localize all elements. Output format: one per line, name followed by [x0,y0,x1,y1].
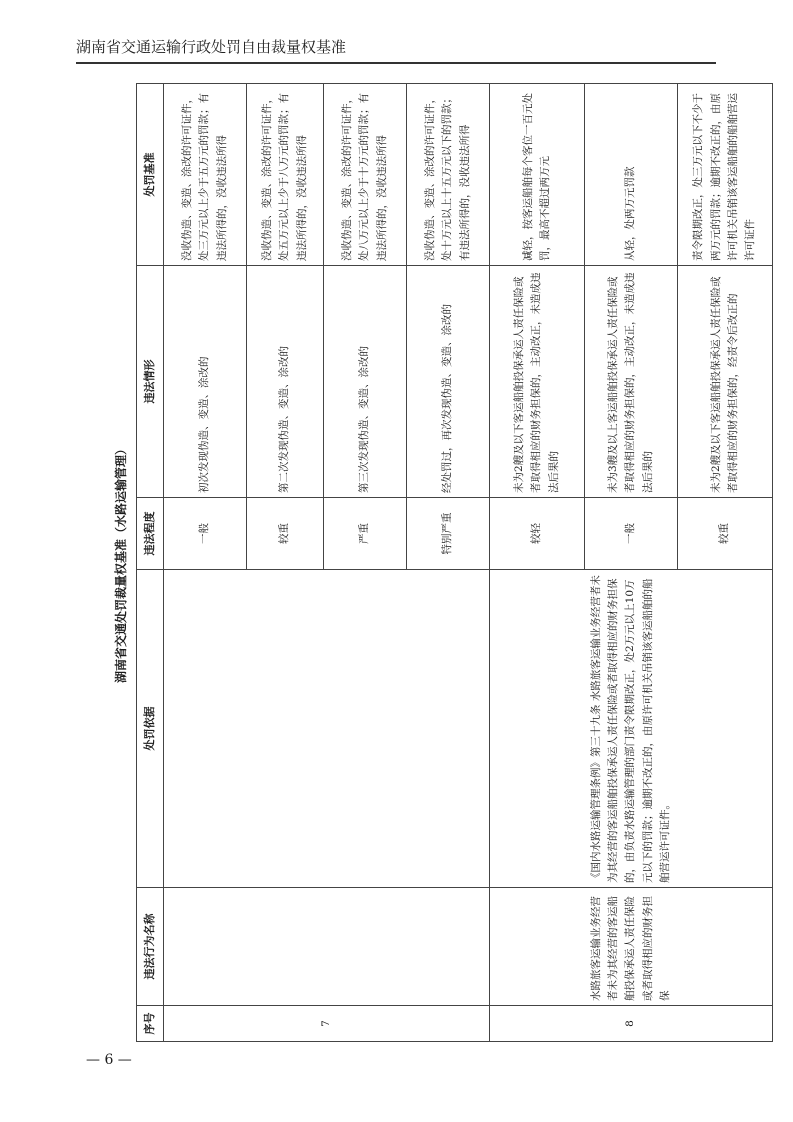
column-header-name: 违法行为名称 [137,888,164,1006]
violation-name-cell: 水路旅客运输业务经营者未为其经营的客运船舶投保承运人责任保险或者取得相应的财务担保 [490,888,773,1006]
seq-cell: 8 [490,1006,773,1042]
page-number: — 6 — [86,1052,132,1068]
column-header-basis: 处罚依据 [137,570,164,888]
penalty-cell: 没收伪造、变造、涂改的许可证件，处八万元以上少于十万元的罚款；有违法所得的，没收违法所得 [324,84,407,266]
column-header-situation: 违法情形 [137,266,164,498]
penalty-cell: 没收伪造、变造、涂改的许可证件，处三万元以上少于五万元的罚款；有违法所得的，没收违法所得 [164,84,247,266]
degree-cell: 严重 [324,498,407,570]
situation-cell: 未为3艘及以上客运船舶投保承运人责任保险或者取得相应的财务担保的，主动改正，未造成违法后果的 [585,266,678,498]
table-row [164,84,247,1042]
degree-cell: 一般 [164,498,247,570]
situation-cell: 经处罚过，再次发现伪造、变造、涂改的 [407,266,490,498]
degree-cell: 特别严重 [407,498,490,570]
penalty-cell: 没收伪造、变造、涂改的许可证件，处十万元以上十五万元以下的罚款；有违法所得的，没收违法所得 [407,84,490,266]
penalty-cell: 没收伪造、变造、涂改的许可证件，处五万元以上少于八万元的罚款；有违法所得的，没收违法所得 [247,84,324,266]
rotated-table-sheet [106,84,757,1042]
situation-cell: 未为2艘及以下客运船舶投保承运人责任保险或者取得相应的财务担保的，主动改正，未造成违法后果的 [490,266,585,498]
seq-cell: 7 [164,1006,490,1042]
column-header-seq: 序号 [137,1006,164,1042]
degree-cell: 较重 [678,498,773,570]
header-title: 湖南省交通运输行政处罚自由裁量权基准 [76,38,347,56]
situation-cell: 未为2艘及以下客运船舶投保承运人责任保险或者取得相应的财务担保的，经责令后改正的 [678,266,773,498]
degree-cell: 较重 [247,498,324,570]
degree-cell: 较轻 [490,498,585,570]
situation-cell: 第二次发现伪造、变造、涂改的 [247,266,324,498]
column-header-penalty: 处罚基准 [137,84,164,266]
header-divider [76,62,716,64]
degree-cell: 一般 [585,498,678,570]
column-header-degree: 违法程度 [137,498,164,570]
table-header-row [137,84,164,1042]
basis-cell [164,570,490,888]
table-caption: 湖南省交通处罚裁量权基准（水路运输管理） [114,443,128,684]
page-header [76,36,716,57]
penalty-cell: 从轻，处两万元罚款 [585,84,678,266]
table-row [490,84,585,1042]
penalty-standard-table [136,83,773,1042]
violation-name-cell [164,888,490,1006]
situation-cell: 初次发现伪造、变造、涂改的 [164,266,247,498]
penalty-cell: 减轻，按客运船舶每个客位一百元处罚，最高不超过两万元 [490,84,585,266]
penalty-cell: 责令限期改正，处三万元以下不少于两万元的罚款；逾期不改正的，由原许可机关吊销该客运船舶的船舶营运许可证件 [678,84,773,266]
basis-cell: 《国内水路运输管理条例》第三十九条 水路旅客运输业务经营者未为其经营的客运船舶投保承运人责任保险或者取得相应的财务担保的，由负责水路运输管理的部门责令限期改正，处2万元以上10万元以下的罚款；逾期不改正的，由原许可机关吊销该客运船舶的船舶营运许可证件。 [490,570,773,888]
situation-cell: 第三次发现伪造、变造、涂改的 [324,266,407,498]
